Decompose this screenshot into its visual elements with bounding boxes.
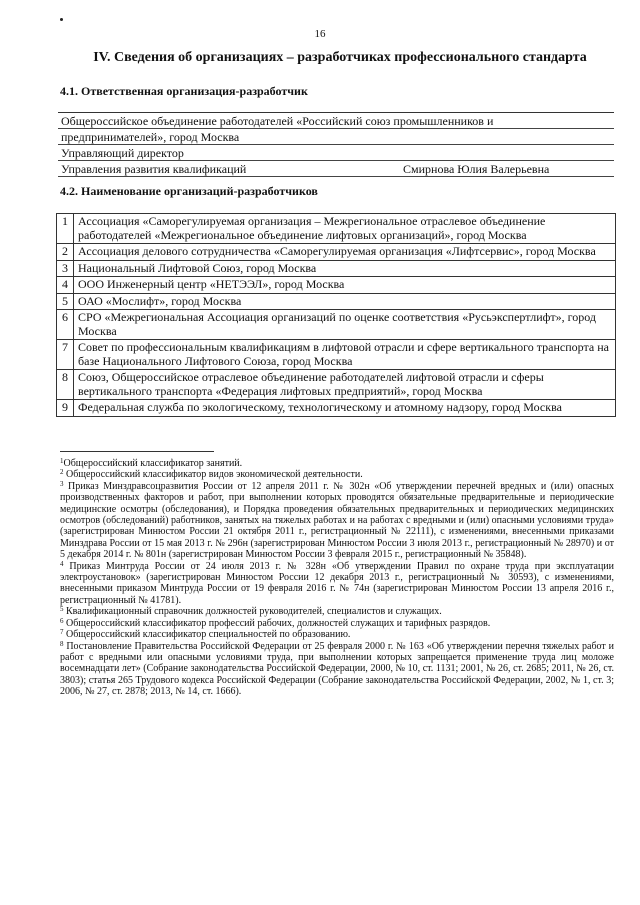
footnote	[60, 618, 614, 629]
footnote-text: Приказ Минздравсоцразвития России от 12 апреля 2011 г. № 302н «Об утверждении перечней вредных и (или) опасных производственных факторов и работ, при выполнении которых проводятся обязательные предварительные и периодические медицинские осмотры (обследования), и Порядка проведения обязательных предварительных и периодических медицинских осмотров (обследований) работников, занятых на тяжелых работах и на работах с вредными и (или) опасными условиями труда» (зарегистрирован Минюстом России 21 октября 2011 г., регистрационный № 22111), с изменениями, внесенными приказами Минздрава России от 15 мая 2013 г. № 296н (зарегистрирован Минюстом России 3 июля 2013 г., регистрационный № 28970) и от 5 декабря 2014 г. № 801н (зарегистрирован Минюстом России 3 февраля 2015 г., регистрационный № 35848).	[60, 480, 614, 561]
footnote-mark: 7	[60, 628, 64, 637]
table-row	[57, 260, 616, 277]
footnote-mark: 2	[60, 468, 64, 477]
page-number: 16	[314, 28, 326, 40]
table-row	[57, 293, 616, 310]
responsible-position: Управляющий директор	[58, 145, 614, 161]
footnote-mark: 1	[60, 457, 64, 465]
row-number: 7	[57, 340, 74, 370]
table-row	[57, 400, 616, 417]
section-title: IV. Сведения об организациях – разработчиках профессионального стандарта	[93, 50, 587, 65]
footnote-text: Общероссийский классификатор занятий.	[63, 458, 243, 469]
footnote-mark: 6	[60, 616, 64, 625]
footnote-separator	[60, 451, 214, 452]
responsible-heading: 4.1. Ответственная организация-разработчик	[60, 84, 308, 98]
footnote-text: Приказ Минтруда России от 24 июля 2013 г. № 328н «Об утверждении Правил по охране труда при эксплуатации электроустановок» (зарегистрирован Минюстом России 12 декабря 2013 г., регистрационный № 30593), с изменениями, внесенными приказом Минтруда России от 19 февраля 2016 г. № 74н (зарегистрирован Минюстом России 13 апреля 2016 г., регистрационный № 41781).	[60, 560, 614, 606]
org-name: СРО «Межрегиональная Ассоциация организаций по оценке соответствия «Русьэкспертлифт», город Москва	[74, 310, 616, 340]
footnote	[60, 469, 614, 480]
org-name: Ассоциация делового сотрудничества «Саморегулируемая организация «Лифтсервис», город Москва	[74, 244, 616, 261]
table-row	[57, 370, 616, 400]
row-number: 4	[57, 277, 74, 294]
row-number: 6	[57, 310, 74, 340]
responsible-person: Смирнова Юлия Валерьевна	[403, 162, 550, 176]
footnote-mark: 8	[60, 639, 64, 648]
footnote-text: Общероссийский классификатор видов экономической деятельности.	[63, 469, 363, 481]
scan-dot	[60, 18, 63, 21]
responsible-org-line2: предпринимателей», город Москва	[58, 129, 614, 145]
footnote-text: Общероссийский классификатор профессий рабочих, должностей служащих и тарифных разрядов.	[63, 617, 491, 629]
org-name: ООО Инженерный центр «НЕТЭЭЛ», город Москва	[74, 277, 616, 294]
org-name: Совет по профессиональным квалификациям в лифтовой отрасли и сфере вертикального транспорта на базе Национального Лифтового Союза, город Москва	[74, 340, 616, 370]
footnotes	[60, 458, 614, 698]
table-row	[57, 214, 616, 244]
row-number: 1	[57, 214, 74, 244]
responsible-block	[58, 112, 614, 177]
footnote	[60, 641, 614, 698]
developers-table	[56, 213, 616, 417]
footnote	[60, 481, 614, 561]
table-row	[57, 277, 616, 294]
responsible-department: Управления развития квалификаций	[61, 162, 247, 176]
row-number: 8	[57, 370, 74, 400]
table-row	[57, 340, 616, 370]
row-number: 3	[57, 260, 74, 277]
row-number: 5	[57, 293, 74, 310]
org-name: Союз, Общероссийское отраслевое объединение работодателей лифтовой отрасли и сферы вертикального транспорта «Федерация лифтовых предприятий», город Москва	[74, 370, 616, 400]
org-name: ОАО «Мослифт», город Москва	[74, 293, 616, 310]
footnote-mark: 5	[60, 605, 64, 614]
responsible-department-line	[58, 161, 614, 177]
footnote	[60, 606, 614, 617]
row-number: 2	[57, 244, 74, 261]
footnote-mark: 4	[60, 559, 64, 568]
table-row	[57, 310, 616, 340]
footnote	[60, 629, 614, 640]
table-row	[57, 244, 616, 261]
org-name: Федеральная служба по экологическому, технологическому и атомному надзору, город Москва	[74, 400, 616, 417]
footnote-text: Общероссийский классификатор специальностей по образованию.	[63, 629, 351, 641]
footnote	[60, 458, 614, 469]
developers-heading: 4.2. Наименование организаций-разработчиков	[60, 184, 318, 198]
org-name: Ассоциация «Саморегулируемая организация – Межрегиональное отраслевое объединение работодателей «Межрегиональное объединение лифтовых организаций», город Москва	[74, 214, 616, 244]
responsible-org-line1: Общероссийское объединение работодателей «Российский союз промышленников и	[58, 113, 614, 129]
footnote-text: Постановление Правительства Российской Федерации от 25 февраля 2000 г. № 163 «Об утверждении перечня тяжелых работ и работ с вредными или опасными условиями труда, при выполнении которых запрещается применение труда лиц моложе восемнадцати лет» (Собрание законодательства Российской Федерации, 2000, № 10, ст. 1131; 2001, № 26, ст. 2685; 2011, № 26, ст. 3803); статья 265 Трудового кодекса Российской Федерации (Собрание законодательства Российской Федерации, 2002, № 1, ст. 3; 2006, № 27, ст. 2878; 2013, № 14, ст. 1666).	[60, 640, 614, 698]
footnote-text: Квалификационный справочник должностей руководителей, специалистов и служащих.	[63, 606, 442, 618]
footnote-mark: 3	[60, 479, 64, 488]
footnote	[60, 561, 614, 607]
row-number: 9	[57, 400, 74, 417]
org-name: Национальный Лифтовой Союз, город Москва	[74, 260, 616, 277]
